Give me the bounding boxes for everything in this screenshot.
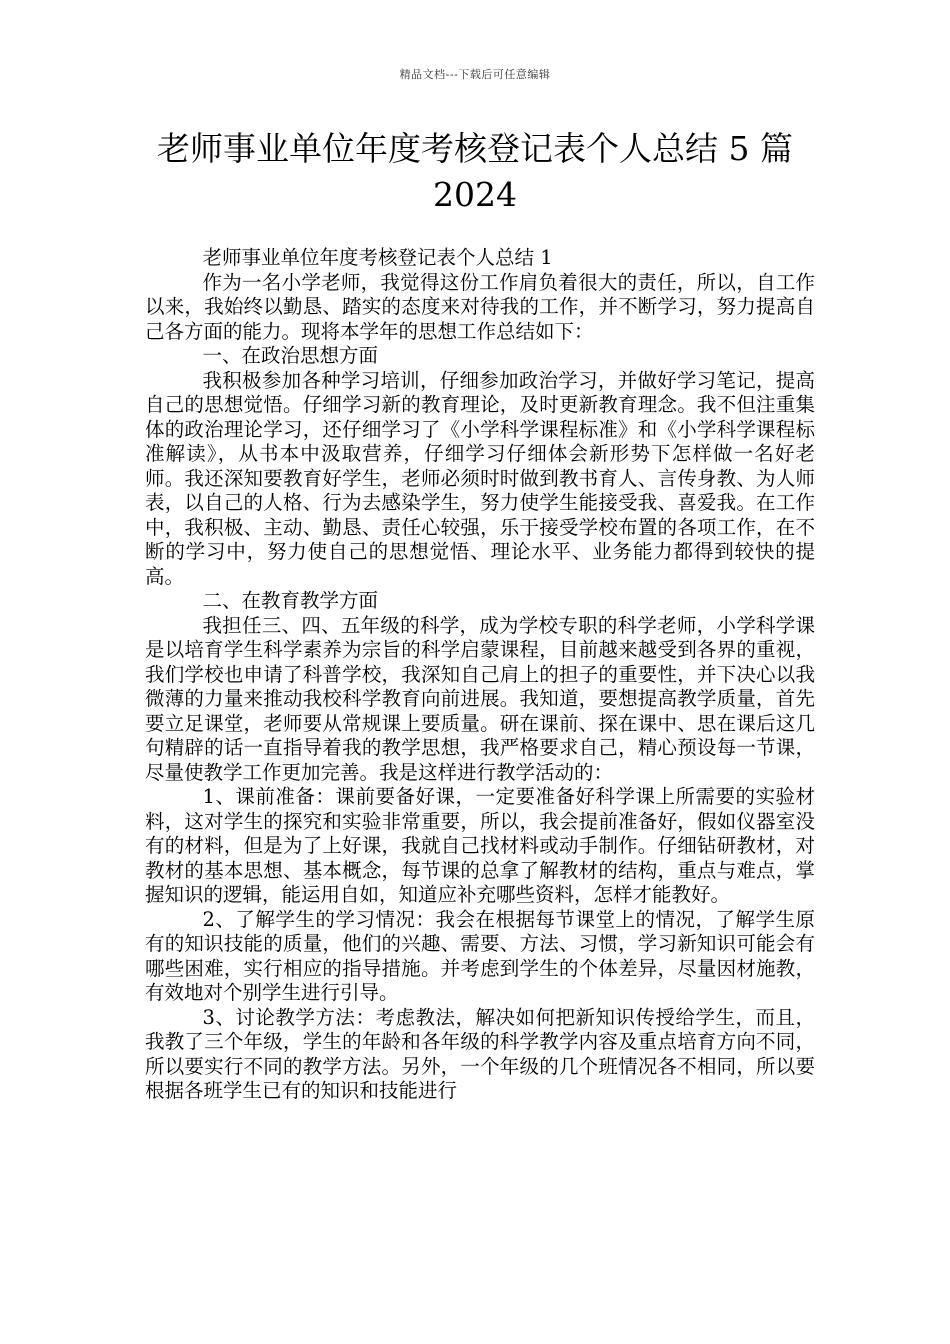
paragraph: 我积极参加各种学习培训，仔细参加政治学习，并做好学习笔记，提高自己的思想觉悟。仔细学习新的教育理论，及时更新教育理念。我不但注重集体的政治理论学习，还仔细学习了《小学科学课程标准》和《小学科学课程标准解读》，从书本中汲取营养，仔细学习仔细体会新形势下怎样做一名好老师。我还深知要教育好学生，老师必须时时做到教书育人、言传身教、为人师表，以自己的人格、行为去感染学生，努力使学生能接受我、喜爱我。在工作中，我积极、主动、勤恳、责任心较强，乐于接受学校布置的各项工作，在不断的学习中，努力使自己的思想觉悟、理论水平、业务能力都得到较快的提高。 <box>145 368 815 588</box>
paragraph: 我担任三、四、五年级的科学，成为学校专职的科学老师，小学科学课是以培育学生科学素养为宗旨的科学启蒙课程，目前越来越受到各界的重视，我们学校也申请了科普学校，我深知自己肩上的担子的重要性，并下决心以我微薄的力量来推动我校科学教育向前进展。我知道，要想提高教学质量，首先要立足课堂，老师要从常规课上要质量。研在课前、探在课中、思在课后这几句精辟的话一直指导着我的教学思想，我严格要求自己，精心预设每一节课，尽量使教学工作更加完善。我是这样进行教学活动的： <box>145 613 815 784</box>
paragraph: 2、了解学生的学习情况：我会在根据每节课堂上的情况，了解学生原有的知识技能的质量，他们的兴趣、需要、方法、习惯，学习新知识可能会有哪些困难，实行相应的指导措施。并考虑到学生的个体差异，尽量因材施教，有效地对个别学生进行引导。 <box>145 907 815 1004</box>
paragraph: 作为一名小学老师，我觉得这份工作肩负着很大的责任，所以，自工作以来，我始终以勤恳、踏实的态度来对待我的工作，并不断学习，努力提高自己各方面的能力。现将本学年的思想工作总结如下： <box>145 270 815 343</box>
section-heading: 二、在教育教学方面 <box>202 589 379 612</box>
document-body <box>145 246 815 1104</box>
header-note: 精品文档---下载后可任意编辑 <box>399 68 551 81</box>
document-title: 老师事业单位年度考核登记表个人总结 5 篇 2024 <box>157 129 793 214</box>
section-heading: 一、在政治思想方面 <box>202 344 379 367</box>
paragraph: 1、课前准备：课前要备好课，一定要准备好科学课上所需要的实验材料，这对学生的探究和实验非常重要，所以，我会提前准备好，假如仪器室没有的材料，但是为了上好课，我就自己找材料或动手制作。仔细钻研教材，对教材的基本思想、基本概念，每节课的总拿了解教材的结构，重点与难点，掌握知识的逻辑，能运用自如，知道应补充哪些资料，怎样才能教好。 <box>145 785 815 906</box>
paragraph: 3、讨论教学方法：考虑教法，解决如何把新知识传授给学生，而且，我教了三个年级，学生的年龄和各年级的科学教学内容及重点培育方向不同，所以要实行不同的教学方法。另外，一个年级的几个班情况各不相同，所以要根据各班学生已有的知识和技能进行 <box>145 1005 815 1102</box>
section-heading: 老师事业单位年度考核登记表个人总结 1 <box>202 246 553 269</box>
